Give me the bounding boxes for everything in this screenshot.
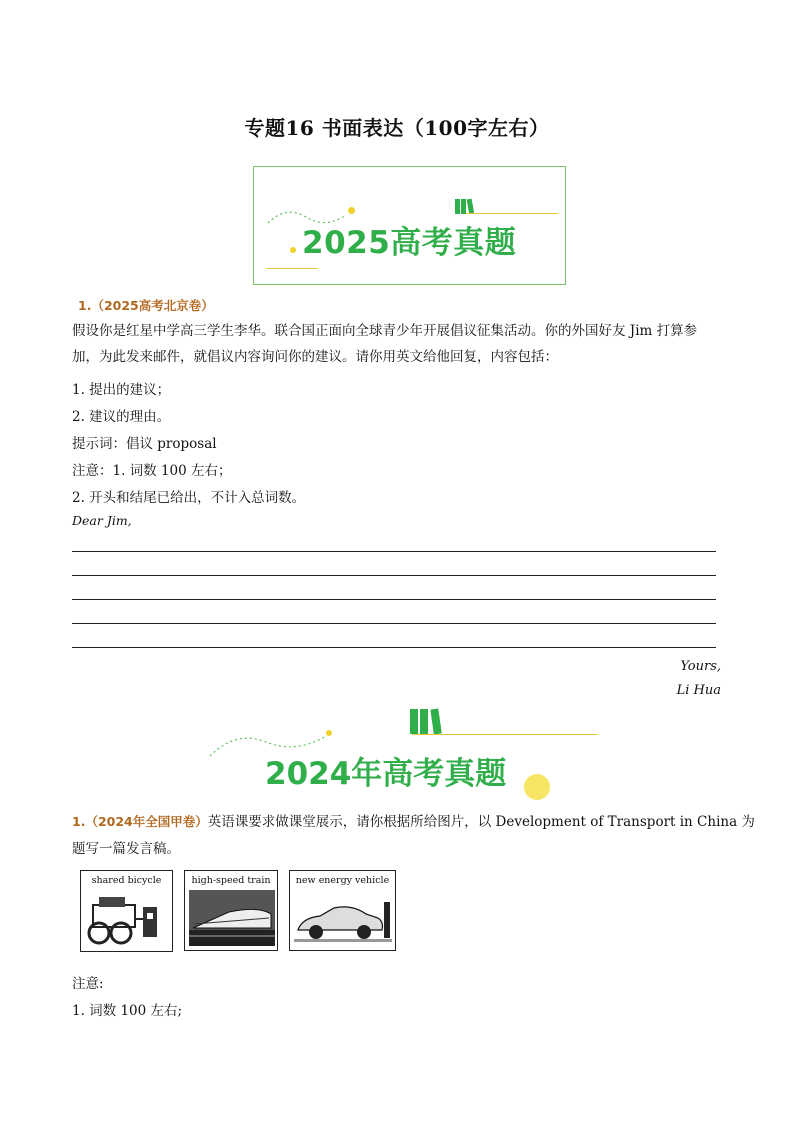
yellow-line: [266, 268, 318, 269]
question-1-note-2: 2. 开头和结尾已给出，不计入总词数。: [72, 490, 306, 506]
banner-2025: [253, 166, 566, 285]
question-1-item-2: 2. 建议的理由。: [72, 409, 171, 425]
picture-shared-bicycle: [80, 870, 173, 952]
vintage-car-icon: [85, 889, 169, 947]
question-1-note-1: 注意：1. 词数 100 左右；: [72, 463, 232, 479]
answer-line: [72, 599, 716, 600]
yellow-circle: [524, 774, 550, 800]
banner-2024-text: 2024年高考真题: [265, 756, 507, 792]
question-2-note-1: 1. 词数 100 左右;: [72, 1003, 183, 1019]
letter-signature: Li Hua: [676, 683, 721, 698]
page-title: 专题16 书面表达（100字左右）: [244, 116, 550, 140]
question-1-heading: 1.（2025高考北京卷）: [78, 298, 214, 313]
question-1-hint: 提示词：倡议 proposal: [72, 436, 217, 452]
books-icon: [409, 706, 449, 736]
picture-caption: new energy vehicle: [295, 875, 390, 886]
question-2-first-line: [72, 810, 755, 830]
answer-line: [72, 623, 716, 624]
question-1-item-1: 1. 提出的建议；: [72, 382, 171, 398]
answer-line: [72, 647, 716, 648]
picture-caption: high-speed train: [191, 875, 271, 886]
yellow-line: [466, 213, 558, 214]
picture-caption: shared bicycle: [91, 875, 162, 886]
question-2-heading: 1.（2024年全国甲卷）: [72, 814, 208, 829]
banner-2025-text: 2025高考真题: [302, 225, 517, 261]
letter-closing: Yours,: [680, 659, 721, 674]
picture-high-speed-train: [184, 870, 278, 951]
question-2-note-label: 注意:: [72, 976, 104, 992]
yellow-dot: [290, 247, 296, 253]
question-1-prompt: 假设你是红星中学高三学生李华。联合国正面向全球青少年开展倡议征集活动。你的外国好友 Jim 打算参加，为此发来邮件，就倡议内容询问你的建议。请你用英文给他回复，内容包括：: [72, 323, 698, 365]
yellow-line: [412, 734, 598, 735]
answer-line: [72, 575, 716, 576]
letter-greeting: Dear Jim,: [72, 513, 132, 528]
question-2-text-2: 题写一篇发言稿。: [72, 841, 180, 857]
picture-new-energy-vehicle: [289, 870, 396, 951]
electric-car-icon: [294, 890, 392, 946]
yellow-dot: [348, 207, 355, 214]
question-2-text-1: 英语课要求做课堂展示，请你根据所给图片，以 Development of Transport in China 为: [207, 814, 755, 830]
banner-2024: [206, 700, 606, 810]
answer-line: [72, 551, 716, 552]
train-icon: [189, 890, 275, 946]
